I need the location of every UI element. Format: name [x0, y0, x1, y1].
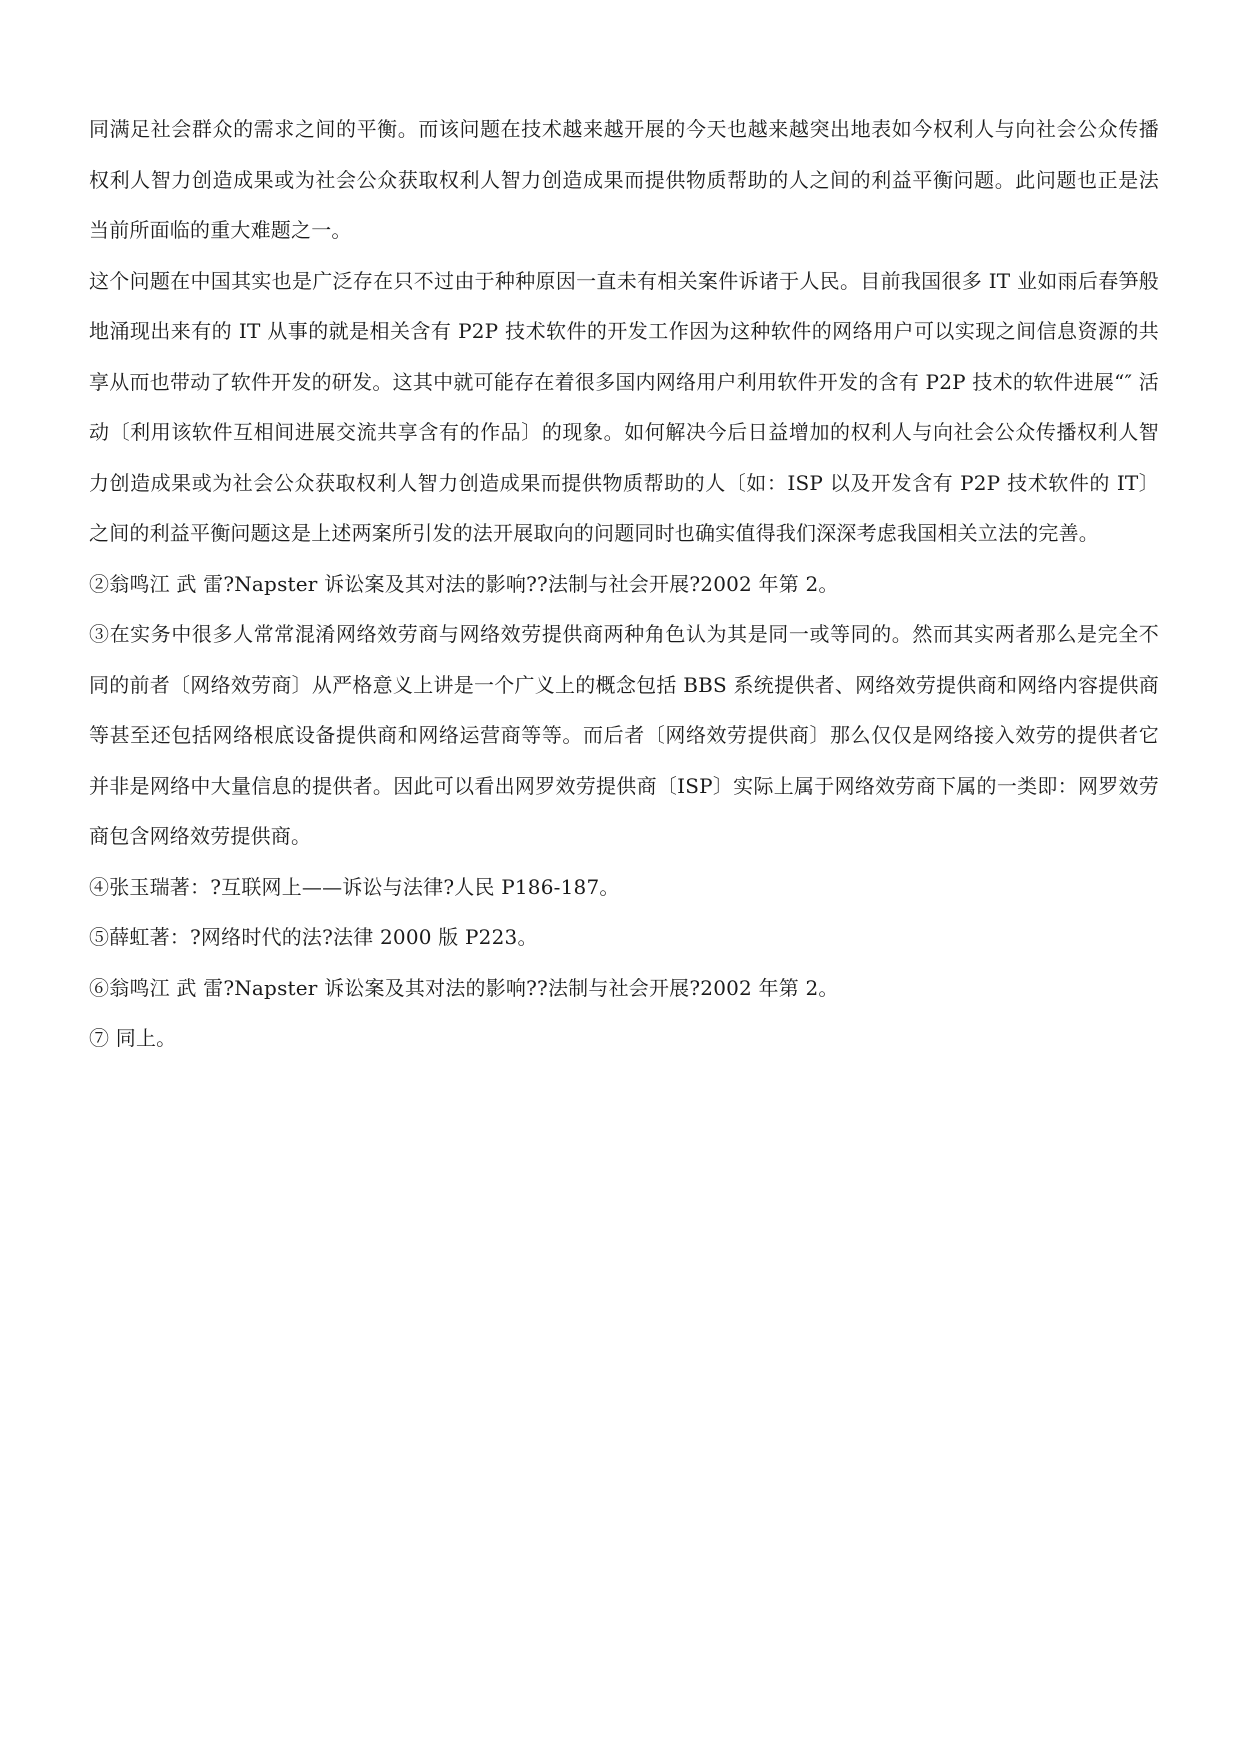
paragraph-p2p-issue: 这个问题在中国其实也是广泛存在只不过由于种种原因一直未有相关案件诉诸于人民。目前我国很多 IT 业如雨后春笋般地涌现出来有的 IT 从事的就是相关含有 P2P 技术软件的开发工作因为这种软件的网络用户可以实现之间信息资源的共享从而也带动了软件开发的研发。这其中就可能存在着很多国内网络用户利用软件开发的含有 P2P 技术的软件进展“″ 活动〔利用该软件互相间进展交流共享含有的作品〕的现象。如何解决今后日益增加的权利人与向社会公众传播权利人智力创造成果或为社会公众获取权利人智力创造成果而提供物质帮助的人〔如：ISP 以及开发含有 P2P 技术软件的 IT〕之间的利益平衡问题这是上述两案所引发的法开展取向的问题同时也确实值得我们深深考虑我国相关立法的完善。: [89, 268, 1159, 545]
paragraph-continuation: 同满足社会群众的需求之间的平衡。而该问题在技术越来越开展的今天也越来越突出地表如今权利人与向社会公众传播权利人智力创造成果或为社会公众获取权利人智力创造成果而提供物质帮助的人之间的利益平衡问题。此问题也正是法当前所面临的重大难题之一。: [89, 117, 1159, 242]
footnote-6: ⑥翁鸣江 武 雷?Napster 诉讼案及其对法的影响??法制与社会开展?2002 年第 2。: [89, 975, 839, 1000]
footnote-3: ③在实务中很多人常常混淆网络效劳商与网络效劳提供商两种角色认为其是同一或等同的。然而其实两者那么是完全不同的前者〔网络效劳商〕从严格意义上讲是一个广义上的概念包括 BBS 系统提供者、网络效劳提供商和网络内容提供商等甚至还包括网络根底设备提供商和网络运营商等等。而后者〔网络效劳提供商〕那么仅仅是网络接入效劳的提供者它并非是网络中大量信息的提供者。因此可以看出网罗效劳提供商〔ISP〕实际上属于网络效劳商下属的一类即：网罗效劳商包含网络效劳提供商。: [89, 622, 1159, 848]
document-body: [89, 104, 1159, 1064]
footnote-5: ⑤薛虹著：?网络时代的法?法律 2000 版 P223。: [89, 925, 538, 949]
footnote-2: ②翁鸣江 武 雷?Napster 诉讼案及其对法的影响??法制与社会开展?2002 年第 2。: [89, 571, 839, 596]
footnote-4: ④张玉瑞著：?互联网上——诉讼与法律?人民 P186-187。: [89, 874, 620, 899]
footnote-7: ⑦ 同上。: [89, 1026, 177, 1050]
